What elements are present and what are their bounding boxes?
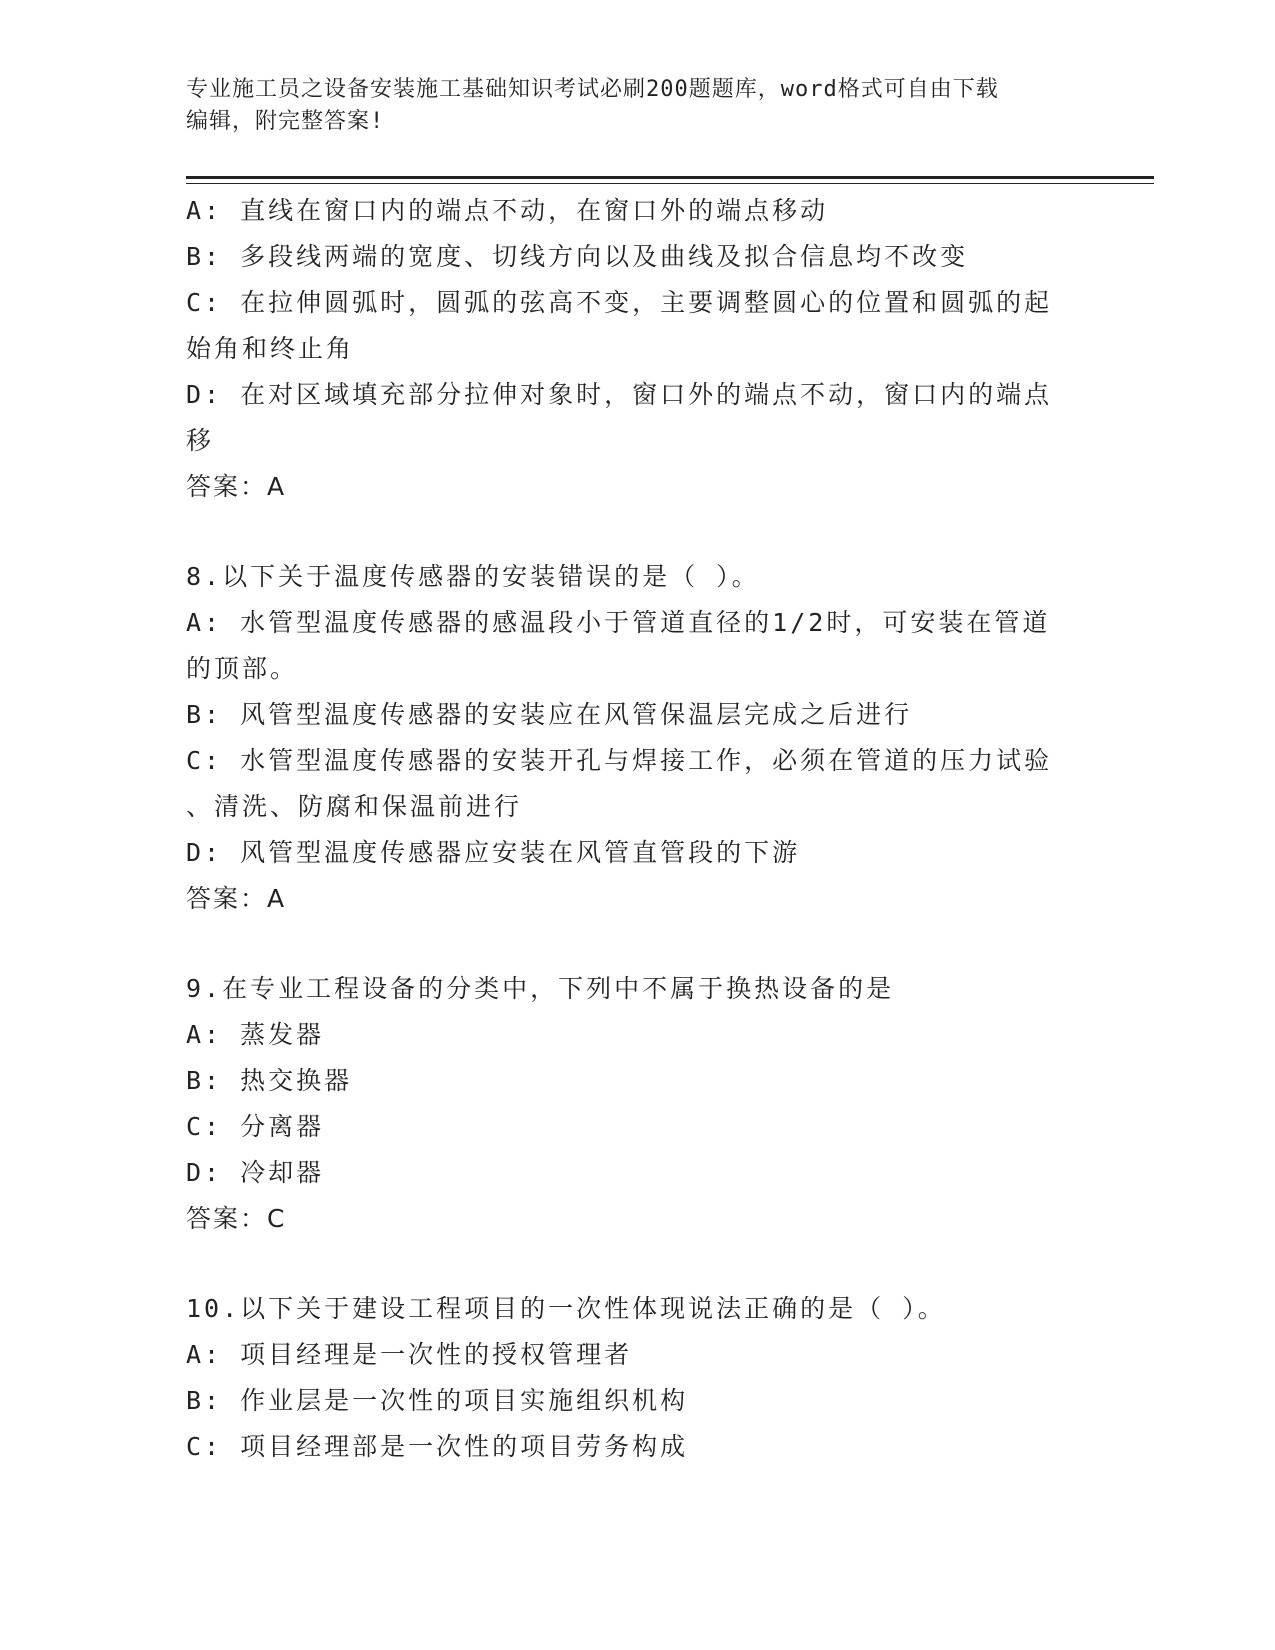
question-title: 9.在专业工程设备的分类中，下列中不属于换热设备的是: [186, 974, 895, 1003]
header-divider-thin: [186, 183, 1154, 184]
option-line: C: 分离器: [186, 1112, 325, 1141]
option-line-continued: 始角和终止角: [186, 334, 355, 363]
option-line: B: 多段线两端的宽度、切线方向以及曲线及拟合信息均不改变: [186, 242, 969, 271]
option-line: C: 水管型温度传感器的安装开孔与焊接工作，必须在管道的压力试验: [186, 746, 1053, 775]
question-block-9: [186, 966, 1086, 1242]
option-line: A: 直线在窗口内的端点不动，在窗口外的端点移动: [186, 196, 829, 225]
option-line: D: 在对区域填充部分拉伸对象时，窗口外的端点不动，窗口内的端点: [186, 380, 1053, 409]
question-title: 10.以下关于建设工程项目的一次性体现说法正确的是（ ）。: [186, 1294, 946, 1323]
header-title-line-1: 专业施工员之设备安装施工基础知识考试必刷200题题库，word格式可自由下载: [186, 77, 999, 102]
option-line: A: 蒸发器: [186, 1020, 325, 1049]
question-title: 8.以下关于温度传感器的安装错误的是（ ）。: [186, 562, 760, 591]
option-line: D: 冷却器: [186, 1158, 325, 1187]
document-body: [186, 188, 1086, 1470]
answer-line: 答案：C: [186, 1204, 287, 1233]
header-divider-thick: [186, 176, 1154, 179]
option-line: B: 风管型温度传感器的安装应在风管保温层完成之后进行: [186, 700, 913, 729]
question-block-prev: [186, 188, 1086, 510]
option-line-continued: 的顶部。: [186, 654, 299, 683]
answer-line: 答案：A: [186, 884, 287, 913]
question-block-8: [186, 554, 1086, 922]
option-line: A: 项目经理是一次性的授权管理者: [186, 1340, 633, 1369]
option-line: A: 水管型温度传感器的感温段小于管道直径的1/2时，可安装在管道: [186, 608, 1051, 637]
answer-line: 答案：A: [186, 472, 287, 501]
option-line: B: 作业层是一次性的项目实施组织机构: [186, 1386, 689, 1415]
document-header: [186, 74, 1066, 138]
option-line: C: 在拉伸圆弧时，圆弧的弦高不变，主要调整圆心的位置和圆弧的起: [186, 288, 1053, 317]
option-line: C: 项目经理部是一次性的项目劳务构成: [186, 1432, 689, 1461]
option-line: D: 风管型温度传感器应安装在风管直管段的下游: [186, 838, 801, 867]
header-title-line-2: 编辑，附完整答案!: [186, 109, 385, 134]
option-line-continued: 移: [186, 426, 215, 455]
option-line-continued: 、清洗、防腐和保温前进行: [186, 792, 523, 821]
option-line: B: 热交换器: [186, 1066, 353, 1095]
question-block-10: [186, 1286, 1086, 1470]
